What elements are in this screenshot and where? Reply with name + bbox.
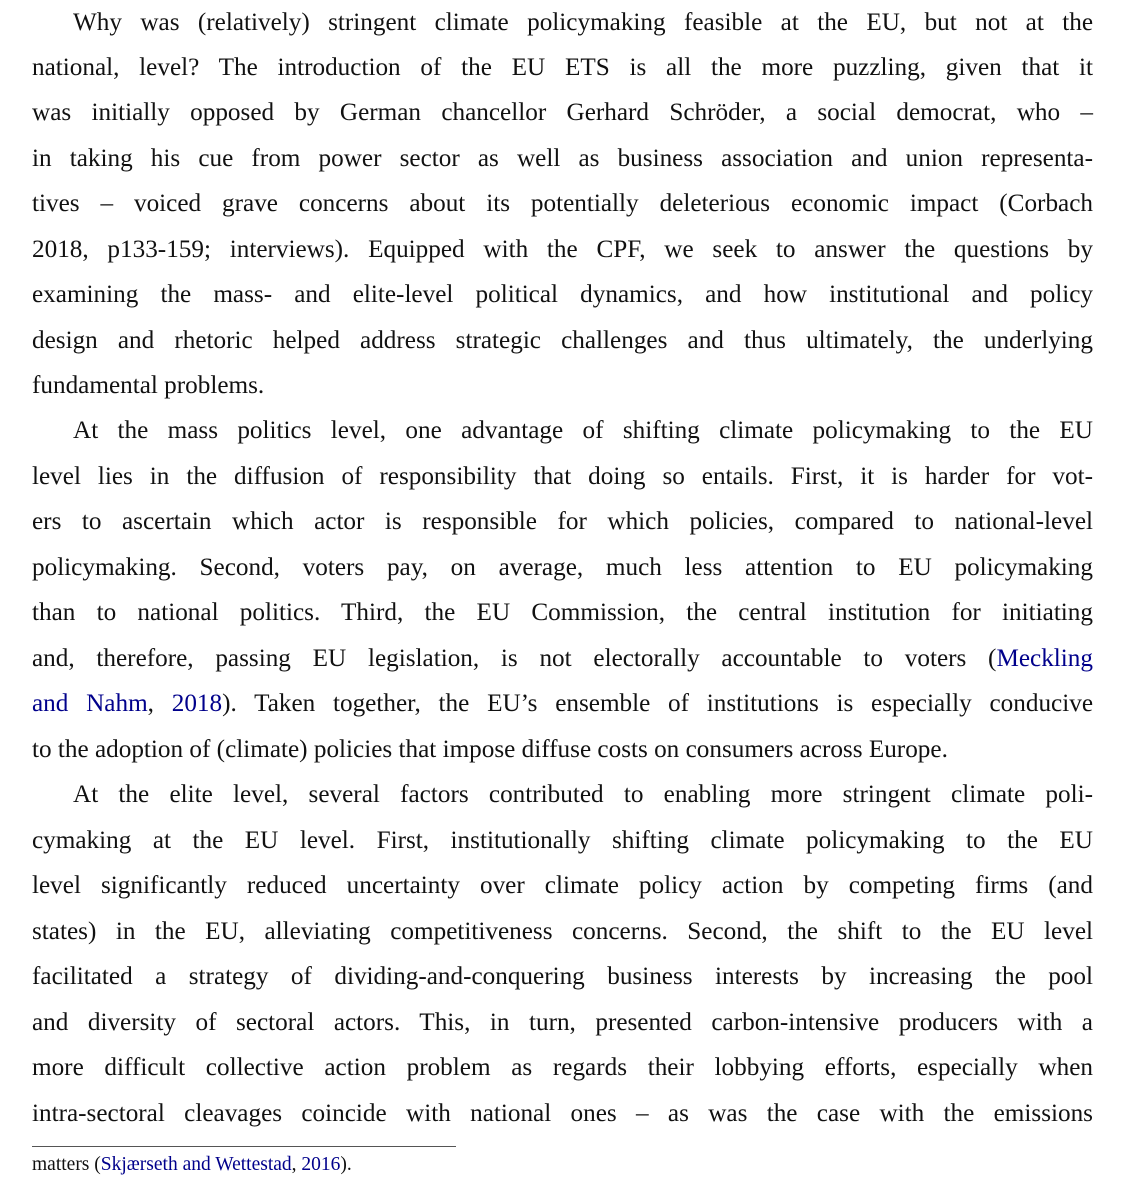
text-line: facilitated a strategy of dividing-and-conquering business interests by increasing the pool: [32, 963, 1093, 990]
footnote-text: matters (: [32, 1154, 101, 1175]
text-line: states) in the EU, alleviating competitiveness concerns. Second, the shift to the EU level: [32, 918, 1093, 945]
text-line: to the adoption of (climate) policies that impose diffuse costs on consumers across Europe.: [32, 736, 948, 763]
text-line: than to national politics. Third, the EU Commission, the central institution for initiating: [32, 599, 1093, 626]
text-segment: and, therefore, passing EU legislation, is not electorally accountable to voters (: [32, 645, 997, 672]
text-line: policymaking. Second, voters pay, on average, much less attention to EU policymaking: [32, 554, 1093, 581]
text-line: cymaking at the EU level. First, institutionally shifting climate policymaking to the EU: [32, 827, 1093, 854]
text-line: was initially opposed by German chancellor Gerhard Schröder, a social democrat, who –: [32, 99, 1093, 126]
text-line: more difficult collective action problem as regards their lobbying efforts, especially when: [32, 1054, 1093, 1081]
footnote-text: ).: [340, 1154, 352, 1175]
text-line: intra-sectoral cleavages coincide with national ones – as was the case with the emissions: [32, 1100, 1093, 1127]
text-line: tives – voiced grave concerns about its potentially deleterious economic impact (Corbach: [32, 190, 1093, 217]
text-line: [32, 689, 1093, 719]
text-line: At the elite level, several factors contributed to enabling more stringent climate poli-: [73, 781, 1093, 808]
text-line: 2018, p133-159; interviews). Equipped with the CPF, we seek to answer the questions by: [32, 236, 1093, 263]
footnote-text: ,: [291, 1154, 302, 1175]
text-line: level lies in the diffusion of responsibility that doing so entails. First, it is harder for vot-: [32, 463, 1093, 490]
text-line: [32, 644, 1093, 674]
text-line: ers to ascertain which actor is responsible for which policies, compared to national-level: [32, 508, 1093, 535]
text-line: At the mass politics level, one advantage of shifting climate policymaking to the EU: [73, 417, 1093, 444]
text-line: national, level? The introduction of the EU ETS is all the more puzzling, given that it: [32, 54, 1093, 81]
text-line: level significantly reduced uncertainty over climate policy action by competing firms (and: [32, 872, 1093, 899]
text-line: design and rhetoric helped address strategic challenges and thus ultimately, the underlying: [32, 327, 1093, 354]
citation-link-year-2018[interactable]: 2018: [171, 690, 223, 717]
citation-link-skjaerseth-wettestad[interactable]: Skjærseth and Wettestad: [100, 1154, 292, 1175]
text-segment: ,: [147, 690, 172, 717]
text-line: in taking his cue from power sector as well as business association and union representa-: [32, 145, 1093, 172]
citation-link-year-2016[interactable]: 2016: [301, 1154, 341, 1175]
text-line: examining the mass- and elite-level political dynamics, and how institutional and policy: [32, 281, 1093, 308]
footnote-divider: [32, 1146, 456, 1147]
citation-link-meckling-nahm[interactable]: and Nahm: [32, 690, 148, 717]
text-segment: ). Taken together, the EU’s ensemble of institutions is especially conducive: [222, 690, 1093, 717]
text-line: fundamental problems.: [32, 372, 265, 399]
footnote: [32, 1152, 352, 1178]
text-line: Why was (relatively) stringent climate policymaking feasible at the EU, but not at the: [73, 9, 1093, 36]
text-line: and diversity of sectoral actors. This, in turn, presented carbon-intensive producers with a: [32, 1009, 1093, 1036]
citation-link-meckling[interactable]: Meckling: [996, 645, 1093, 672]
